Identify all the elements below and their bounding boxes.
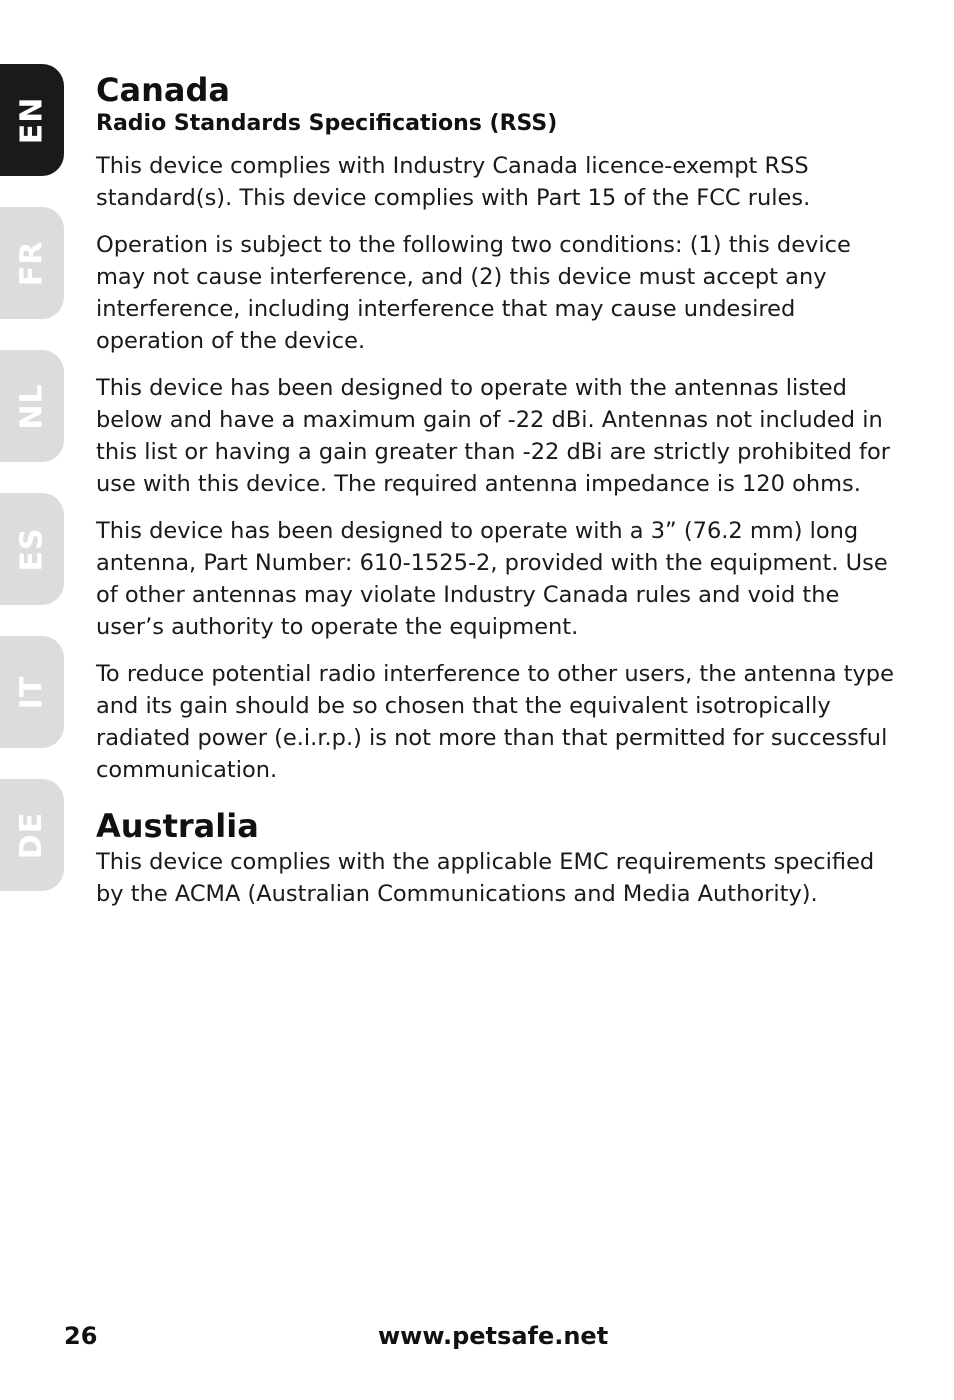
lang-tab-label: FR	[14, 240, 50, 286]
lang-tab-en[interactable]	[0, 64, 64, 176]
lang-tab-it[interactable]	[0, 636, 64, 748]
lang-tab-fr[interactable]	[0, 207, 64, 319]
paragraph: This device has been designed to operate with a 3” (76.2 mm) long antenna, Part Number: 610-1525-2, provided with the equipment. Use of other antennas may violate Industry Canada rules and void the user’s authority to operate the equipment.	[96, 518, 888, 640]
lang-tab-es[interactable]	[0, 493, 64, 605]
website-url[interactable]: www.petsafe.net	[378, 1322, 609, 1350]
lang-tab-label: ES	[14, 526, 50, 572]
section-subheading-rss: Radio Standards Specifications (RSS)	[96, 111, 558, 136]
paragraph: This device complies with the applicable EMC requirements specified by the ACMA (Australian Communications and Media Authority).	[96, 849, 875, 907]
paragraph: To reduce potential radio interference to other users, the antenna type and its gain should be so chosen that the equivalent isotropically radiated power (e.i.r.p.) is not more than that permitted for successful communication.	[96, 661, 894, 783]
paragraph: This device complies with Industry Canada licence-exempt RSS standard(s). This device complies with Part 15 of the FCC rules.	[96, 153, 811, 211]
lang-tab-label: DE	[14, 811, 50, 859]
section-heading-canada: Canada	[96, 71, 230, 109]
lang-tab-label: NL	[14, 382, 50, 430]
page-content	[96, 70, 896, 925]
section-heading-australia: Australia	[96, 807, 259, 845]
lang-tab-de[interactable]	[0, 779, 64, 891]
lang-tab-label: EN	[14, 96, 50, 144]
paragraph: This device has been designed to operate with the antennas listed below and have a maximum gain of -22 dBi. Antennas not included in this list or having a gain greater than -22 dBi are strictly prohibited for use with this device. The required antenna impedance is 120 ohms.	[96, 375, 890, 497]
lang-tab-label: IT	[14, 675, 50, 709]
page-number: 26	[64, 1322, 98, 1350]
paragraph: Operation is subject to the following two conditions: (1) this device may not cause interference, and (2) this device must accept any interference, including interference that may cause undesired operation of the device.	[96, 232, 851, 354]
lang-tab-nl[interactable]	[0, 350, 64, 462]
